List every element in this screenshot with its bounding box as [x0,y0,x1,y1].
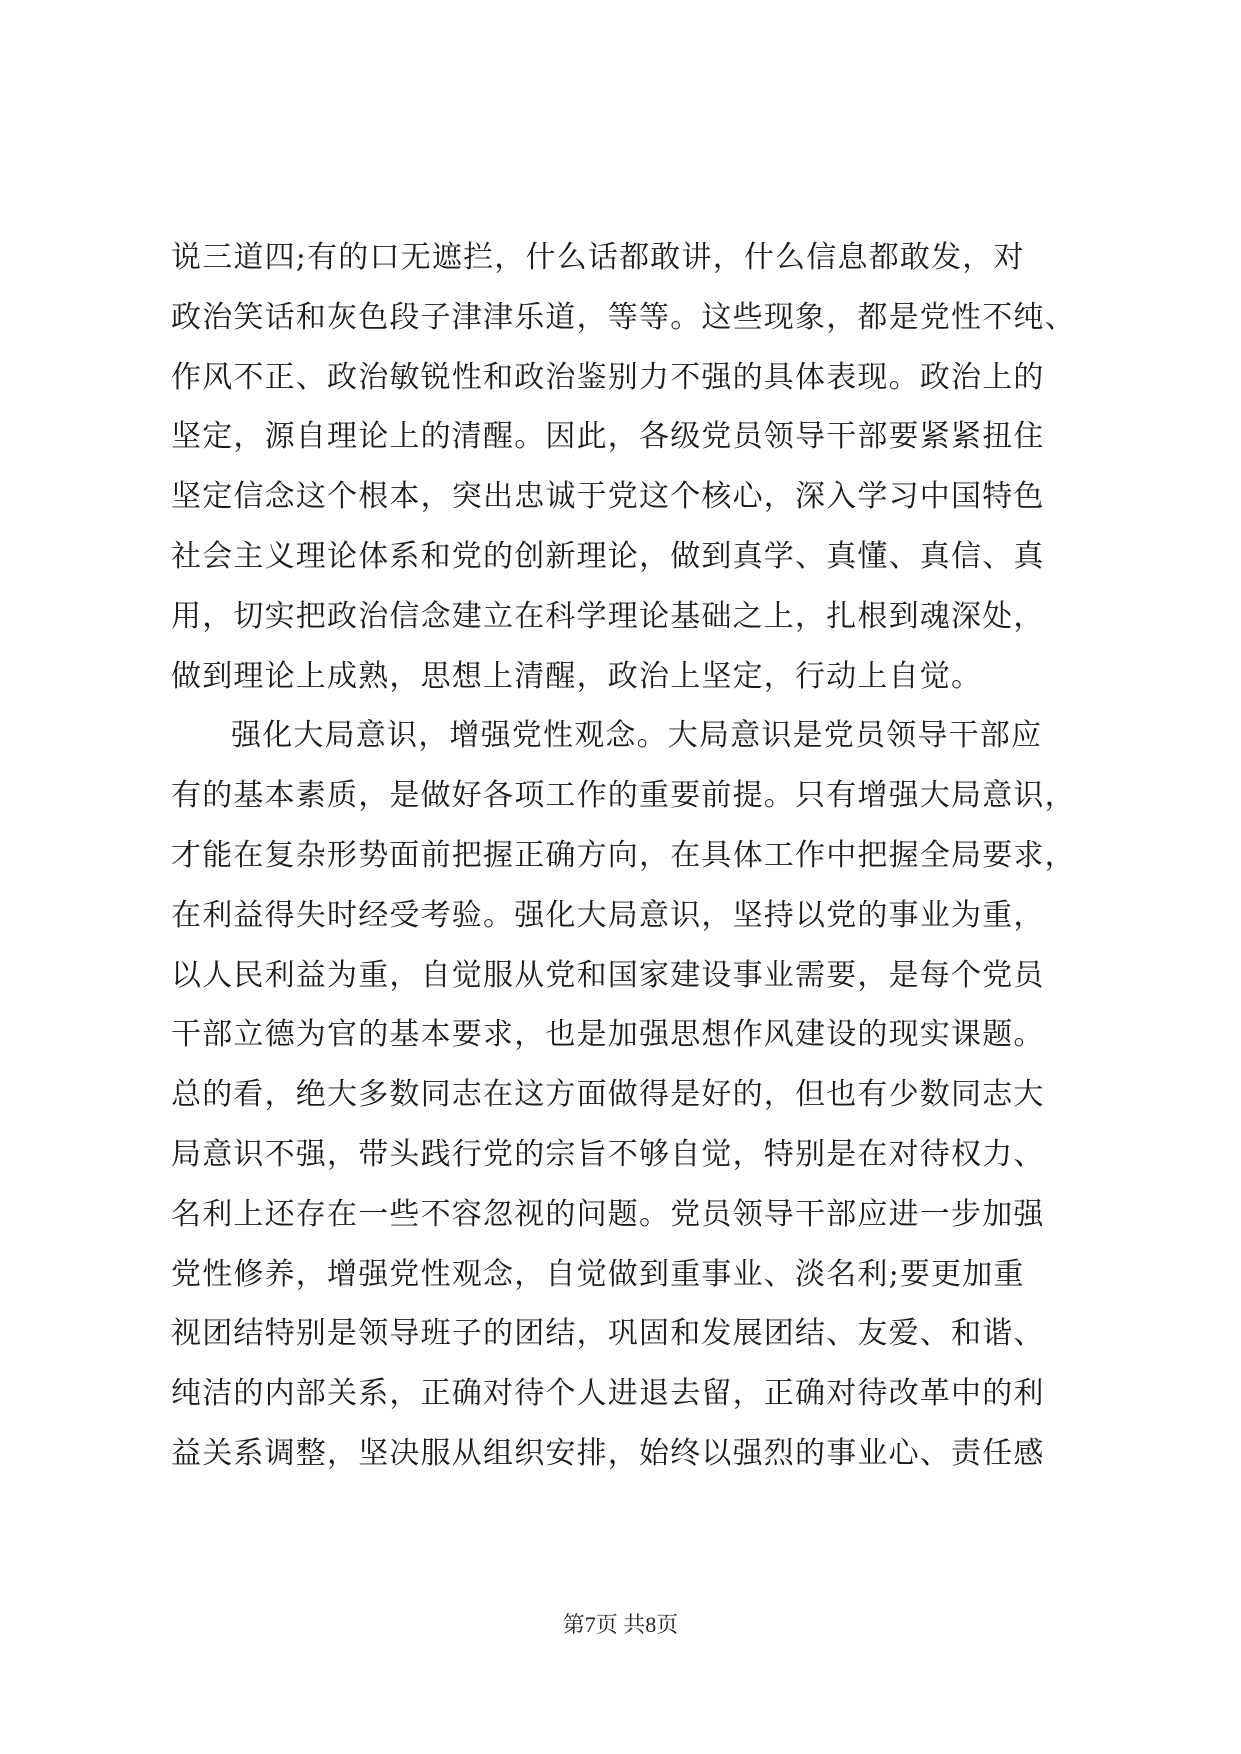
text-line: 社会主义理论体系和党的创新理论，做到真学、真懂、真信、真 [171,538,1045,574]
text-line: 以人民利益为重，自觉服从党和国家建设事业需要，是每个党员 [171,957,1045,993]
text-line: 局意识不强，带头践行党的宗旨不够自觉，特别是在对待权力、 [171,1136,1045,1172]
text-line: 名利上还存在一些不容忽视的问题。党员领导干部应进一步加强 [171,1196,1045,1232]
text-line: 党性修养，增强党性观念，自觉做到重事业、淡名利;要更加重 [171,1256,1025,1292]
text-line: 干部立德为官的基本要求，也是加强思想作风建设的现实课题。 [171,1017,1045,1053]
page-number-footer: 第7页 共8页 [562,1612,679,1637]
text-line: 在利益得失时经受考验。强化大局意识，坚持以党的事业为重， [171,897,1045,933]
text-line: 坚定信念这个根本，突出忠诚于党这个核心，深入学习中国特色 [171,479,1045,515]
text-line: 才能在复杂形势面前把握正确方向，在具体工作中把握全局要求， [171,837,1076,873]
text-line: 益关系调整，坚决服从组织安排，始终以强烈的事业心、责任感 [171,1435,1045,1471]
text-line: 做到理论上成熟，思想上清醒，政治上坚定，行动上自觉。 [171,658,983,694]
text-line: 视团结特别是领导班子的团结，巩固和发展团结、友爱、和谐、 [171,1316,1045,1352]
text-line: 总的看，绝大多数同志在这方面做得是好的，但也有少数同志大 [171,1077,1045,1113]
text-line: 作风不正、政治敏锐性和政治鉴别力不强的具体表现。政治上的 [171,359,1045,395]
text-line: 政治笑话和灰色段子津津乐道，等等。这些现象，都是党性不纯、 [171,299,1076,335]
text-line: 有的基本素质，是做好各项工作的重要前提。只有增强大局意识， [171,778,1076,814]
text-line: 用，切实把政治信念建立在科学理论基础之上，扎根到魂深处， [171,598,1045,634]
paragraph-start-line: 强化大局意识，增强党性观念。大局意识是党员领导干部应 [231,718,1043,754]
text-line: 说三道四;有的口无遮拦，什么话都敢讲，什么信息都敢发，对 [171,240,1025,275]
text-line: 坚定，源自理论上的清醒。因此，各级党员领导干部要紧紧扭住 [171,419,1045,455]
text-line: 纯洁的内部关系，正确对待个人进退去留，正确对待改革中的利 [171,1376,1045,1412]
body-text [171,228,1085,1484]
